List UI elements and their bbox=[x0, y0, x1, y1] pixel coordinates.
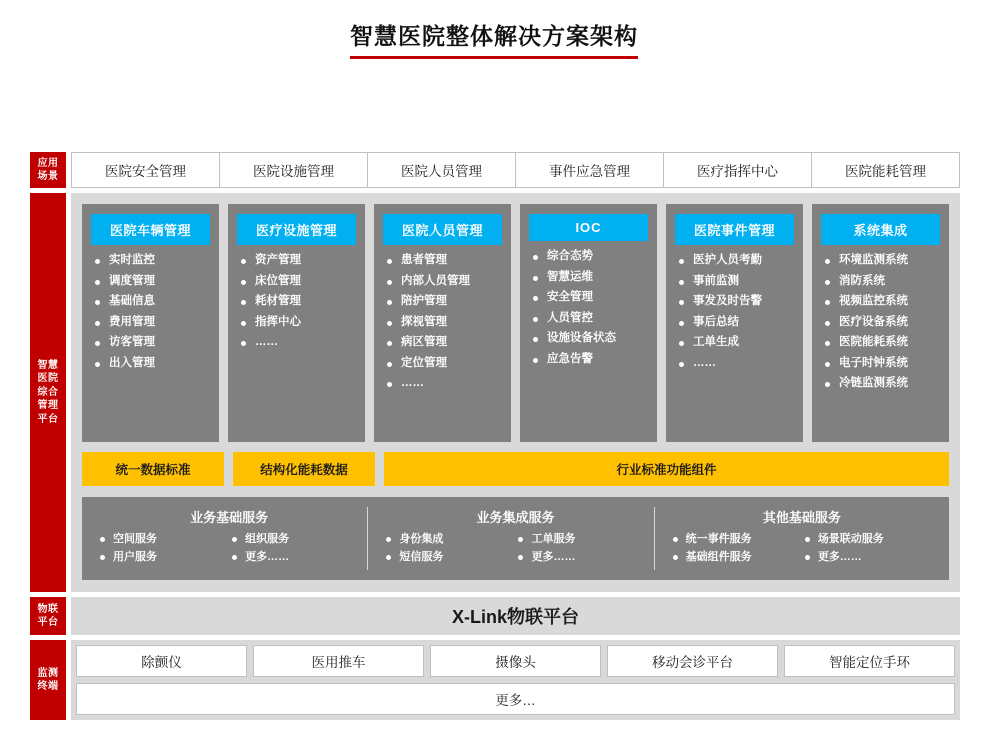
module-title: 医院事件管理 bbox=[675, 214, 794, 245]
platform-row-label bbox=[30, 193, 66, 592]
module-title: 医院车辆管理 bbox=[91, 214, 210, 245]
service-band bbox=[82, 497, 949, 580]
service-item[interactable]: 更多…… bbox=[229, 552, 361, 563]
terminal-list bbox=[76, 645, 955, 677]
module-item[interactable]: 设施设备状态 bbox=[531, 333, 648, 345]
module-item[interactable]: 事后总结 bbox=[677, 317, 794, 329]
terminal-cell[interactable]: 医用推车 bbox=[253, 645, 424, 677]
scenario-strip bbox=[71, 152, 960, 188]
platform-container bbox=[71, 193, 960, 592]
service-item-list bbox=[383, 534, 647, 570]
standard-industry-components[interactable]: 行业标准功能组件 bbox=[384, 452, 949, 486]
module-item[interactable]: 电子时钟系统 bbox=[823, 358, 940, 370]
module-item[interactable]: 消防系统 bbox=[823, 276, 940, 288]
scenario-row bbox=[30, 152, 960, 188]
module-item[interactable]: …… bbox=[385, 378, 502, 390]
module-item[interactable]: 耗材管理 bbox=[239, 296, 356, 308]
module-ioc bbox=[520, 204, 657, 442]
service-item[interactable]: 组织服务 bbox=[229, 534, 361, 545]
module-item[interactable]: 费用管理 bbox=[93, 317, 210, 329]
platform-label-line-4: 管理 bbox=[37, 400, 59, 412]
module-list bbox=[82, 204, 949, 442]
module-title: 医院人员管理 bbox=[383, 214, 502, 245]
iot-platform-name: X-Link物联平台 bbox=[71, 597, 960, 635]
module-item[interactable]: 人员管控 bbox=[531, 313, 648, 325]
platform-label-line-5: 平台 bbox=[37, 413, 59, 425]
scenario-cell[interactable]: 医院设施管理 bbox=[220, 153, 368, 187]
terminal-row-label bbox=[30, 640, 66, 720]
module-item-list bbox=[237, 255, 356, 349]
service-group-business-integration bbox=[377, 507, 654, 570]
service-group-other-basic bbox=[664, 507, 940, 570]
module-title: 系统集成 bbox=[821, 214, 940, 245]
module-item-list bbox=[529, 251, 648, 365]
scenario-cell[interactable]: 医院安全管理 bbox=[72, 153, 220, 187]
platform-row bbox=[30, 193, 960, 592]
service-item[interactable]: 用户服务 bbox=[97, 552, 229, 563]
service-item[interactable]: 场景联动服务 bbox=[802, 534, 934, 545]
iot-row bbox=[30, 597, 960, 635]
module-item[interactable]: 出入管理 bbox=[93, 358, 210, 370]
diagram-body bbox=[30, 152, 960, 725]
module-item[interactable]: 工单生成 bbox=[677, 337, 794, 349]
page-title: 智慧医院整体解决方案架构 bbox=[350, 18, 638, 59]
module-item[interactable]: 事发及时告警 bbox=[677, 296, 794, 308]
terminal-row bbox=[30, 640, 960, 720]
terminal-cell[interactable]: 摄像头 bbox=[430, 645, 601, 677]
module-item[interactable]: 实时监控 bbox=[93, 255, 210, 267]
scenario-cell[interactable]: 事件应急管理 bbox=[516, 153, 664, 187]
service-item[interactable]: 基础组件服务 bbox=[670, 552, 802, 563]
module-item[interactable]: 冷链监测系统 bbox=[823, 378, 940, 390]
module-item[interactable]: 综合态势 bbox=[531, 251, 648, 263]
iot-label-line-1: 物联 bbox=[37, 603, 59, 615]
scenario-row-label bbox=[30, 152, 66, 188]
module-item[interactable]: 患者管理 bbox=[385, 255, 502, 267]
service-group-title: 其他基础服务 bbox=[762, 510, 841, 525]
module-item-list bbox=[383, 255, 502, 390]
iot-row-label bbox=[30, 597, 66, 635]
service-item[interactable]: 空间服务 bbox=[97, 534, 229, 545]
standard-structured-energy-data[interactable]: 结构化能耗数据 bbox=[233, 452, 375, 486]
module-personnel-management bbox=[374, 204, 511, 442]
module-item[interactable]: 应急告警 bbox=[531, 354, 648, 366]
terminal-label-line-2: 终端 bbox=[37, 681, 59, 692]
module-item[interactable]: 安全管理 bbox=[531, 292, 648, 304]
standard-unified-data[interactable]: 统一数据标准 bbox=[82, 452, 224, 486]
module-item[interactable]: …… bbox=[677, 358, 794, 370]
iot-label-line-2: 平台 bbox=[37, 617, 59, 628]
scenario-label-line-2: 场景 bbox=[37, 171, 59, 182]
scenario-cell[interactable]: 医疗指挥中心 bbox=[664, 153, 812, 187]
module-item[interactable]: 调度管理 bbox=[93, 276, 210, 288]
module-item[interactable]: 指挥中心 bbox=[239, 317, 356, 329]
module-title: IOC bbox=[529, 214, 648, 241]
service-item[interactable]: 更多…… bbox=[802, 552, 934, 563]
module-system-integration bbox=[812, 204, 949, 442]
module-item[interactable]: 智慧运维 bbox=[531, 272, 648, 284]
service-item-list bbox=[670, 534, 934, 570]
terminal-label-line-1: 监测 bbox=[37, 667, 59, 679]
module-item[interactable]: 医院能耗系统 bbox=[823, 337, 940, 349]
service-item[interactable]: 统一事件服务 bbox=[670, 534, 802, 545]
module-item[interactable]: 陪护管理 bbox=[385, 296, 502, 308]
terminal-container bbox=[71, 640, 960, 720]
terminal-cell[interactable]: 智能定位手环 bbox=[784, 645, 955, 677]
module-item[interactable]: …… bbox=[239, 337, 356, 349]
module-item[interactable]: 环境监测系统 bbox=[823, 255, 940, 267]
scenario-cell[interactable]: 医院人员管理 bbox=[368, 153, 516, 187]
module-item[interactable]: 医护人员考勤 bbox=[677, 255, 794, 267]
platform-label-line-3: 综合 bbox=[37, 386, 59, 398]
module-item[interactable]: 医疗设备系统 bbox=[823, 317, 940, 329]
module-vehicle-management bbox=[82, 204, 219, 442]
scenario-label-line-1: 应用 bbox=[37, 157, 59, 169]
module-item[interactable]: 事前监测 bbox=[677, 276, 794, 288]
service-group-title: 业务基础服务 bbox=[190, 510, 269, 525]
standards-band bbox=[82, 452, 949, 486]
module-item[interactable]: 病区管理 bbox=[385, 337, 502, 349]
module-event-management bbox=[666, 204, 803, 442]
module-item[interactable]: 基础信息 bbox=[93, 296, 210, 308]
scenario-cell[interactable]: 医院能耗管理 bbox=[845, 164, 926, 179]
terminal-cell[interactable]: 除颤仪 bbox=[76, 645, 247, 677]
page-title-wrap bbox=[0, 18, 988, 59]
module-item-list bbox=[675, 255, 794, 369]
service-item[interactable]: 工单服务 bbox=[515, 534, 647, 545]
terminal-more-cell[interactable]: 更多… bbox=[76, 683, 955, 715]
service-group-title: 业务集成服务 bbox=[476, 510, 555, 525]
module-facility-management bbox=[228, 204, 365, 442]
module-title: 医疗设施管理 bbox=[237, 214, 356, 245]
platform-label-line-2: 医院 bbox=[37, 373, 59, 385]
module-item-list bbox=[91, 255, 210, 369]
service-item-list bbox=[97, 534, 361, 570]
module-item[interactable]: 视频监控系统 bbox=[823, 296, 940, 308]
service-item[interactable]: 短信服务 bbox=[383, 552, 515, 563]
module-item[interactable]: 内部人员管理 bbox=[385, 276, 502, 288]
module-item[interactable]: 探视管理 bbox=[385, 317, 502, 329]
module-item[interactable]: 床位管理 bbox=[239, 276, 356, 288]
terminal-cell[interactable]: 移动会诊平台 bbox=[607, 645, 778, 677]
platform-label-line-1: 智慧 bbox=[37, 359, 59, 371]
service-group-business-basic bbox=[91, 507, 368, 570]
service-item[interactable]: 更多…… bbox=[515, 552, 647, 563]
module-item[interactable]: 资产管理 bbox=[239, 255, 356, 267]
module-item[interactable]: 定位管理 bbox=[385, 358, 502, 370]
module-item-list bbox=[821, 255, 940, 390]
module-item[interactable]: 访客管理 bbox=[93, 337, 210, 349]
service-item[interactable]: 身份集成 bbox=[383, 534, 515, 545]
